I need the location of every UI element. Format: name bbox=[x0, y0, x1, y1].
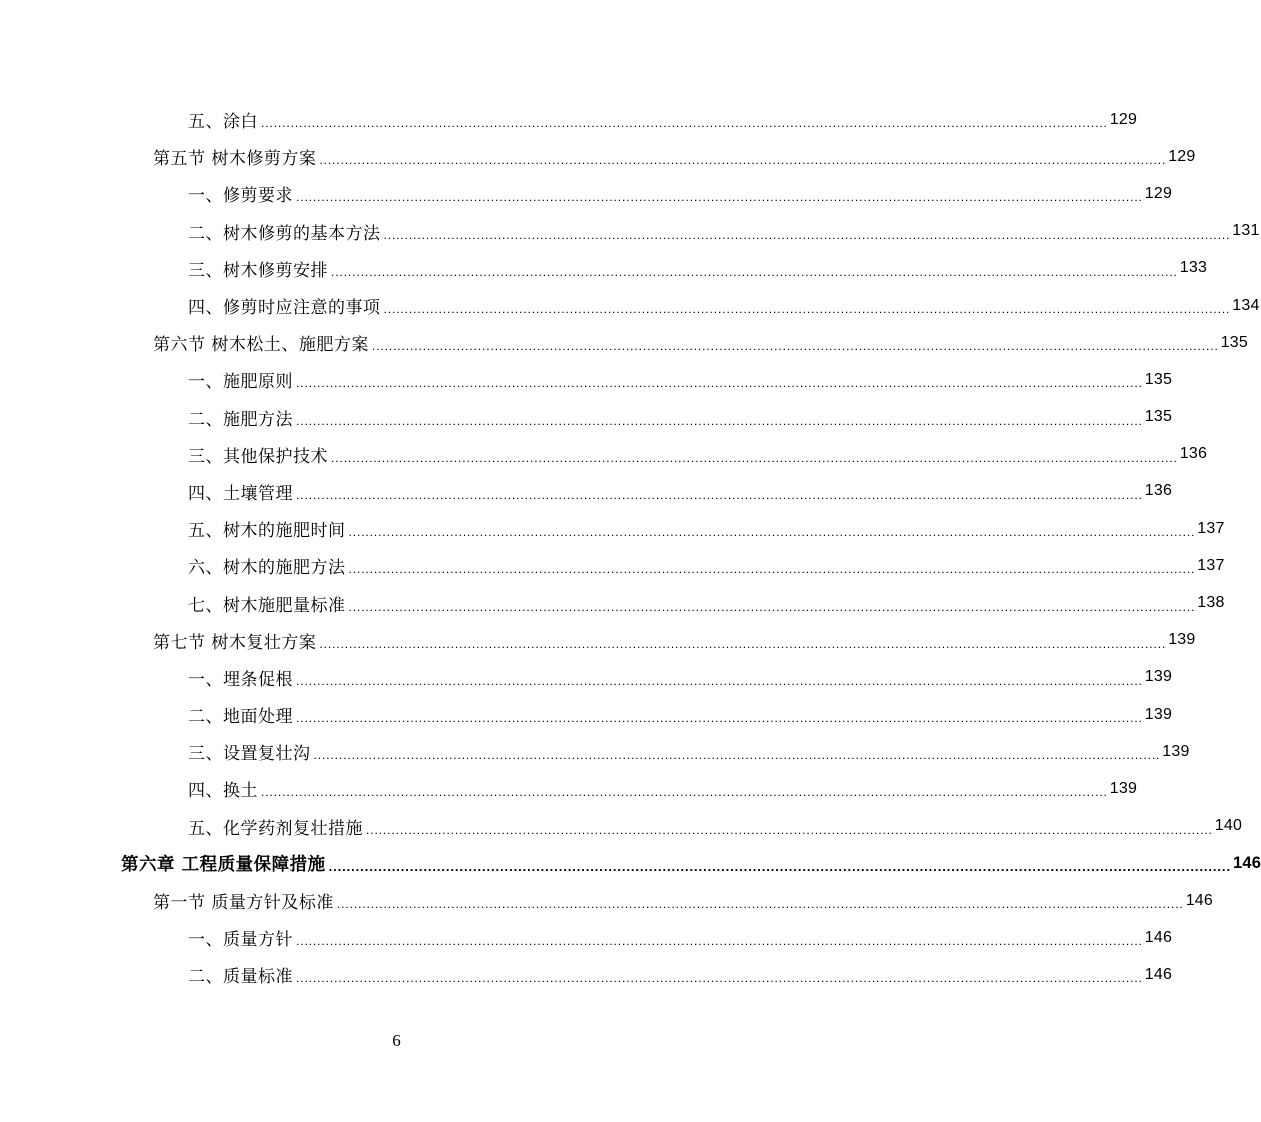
toc-dot-leader: ........................................................................................................................................................................................................ bbox=[261, 116, 1108, 131]
toc-entry-page: 135 bbox=[1220, 333, 1248, 351]
toc-entry-page: 135 bbox=[1144, 408, 1173, 426]
toc-subsection-entry[interactable] bbox=[0, 473, 1173, 510]
toc-entry-title: 六、树木的施肥方法 bbox=[188, 558, 346, 579]
toc-entry-page: 129 bbox=[1109, 110, 1138, 128]
toc-dot-leader: ........................................................................................................................................................................................................ bbox=[319, 153, 1167, 168]
toc-entry-title: 四、修剪时应注意的事项 bbox=[188, 298, 381, 319]
toc-subsection-entry[interactable] bbox=[0, 919, 1173, 956]
toc-entry-title: 四、土壤管理 bbox=[188, 483, 293, 504]
toc-dot-leader: ........................................................................................................................................................................................................ bbox=[261, 785, 1108, 800]
toc-entry-page: 135 bbox=[1144, 370, 1173, 388]
toc-entry-page: 133 bbox=[1179, 259, 1208, 277]
page-number: 6 bbox=[392, 1031, 401, 1050]
toc-entry-page: 136 bbox=[1179, 445, 1208, 463]
toc-dot-leader: ........................................................................................................................................................................................................ bbox=[296, 711, 1143, 726]
toc-entry-page: 139 bbox=[1144, 705, 1173, 723]
toc-section-entry[interactable] bbox=[0, 138, 1196, 175]
toc-subsection-entry[interactable] bbox=[0, 213, 1260, 250]
toc-entry-page: 146 bbox=[1185, 891, 1213, 909]
toc-entry-title: 二、树木修剪的基本方法 bbox=[188, 223, 381, 244]
toc-subsection-entry[interactable] bbox=[0, 101, 1138, 138]
toc-dot-leader: ........................................................................................................................................................................................................ bbox=[383, 302, 1231, 317]
toc-entry-page: 129 bbox=[1144, 184, 1173, 202]
toc-entry-page: 129 bbox=[1168, 147, 1196, 165]
toc-entry-title: 一、施肥原则 bbox=[188, 372, 293, 393]
toc-dot-leader: ........................................................................................................................................................................................................ bbox=[313, 748, 1161, 763]
toc-entry-page: 137 bbox=[1197, 556, 1225, 574]
toc-subsection-entry[interactable] bbox=[0, 510, 1225, 547]
toc-subsection-entry[interactable] bbox=[0, 287, 1260, 324]
toc-dot-leader: ........................................................................................................................................................................................................ bbox=[331, 264, 1178, 279]
toc-subsection-entry[interactable] bbox=[0, 361, 1173, 398]
toc-entry-title: 一、埋条促根 bbox=[188, 669, 293, 690]
toc-entry-title: 一、质量方针 bbox=[188, 930, 293, 951]
toc-dot-leader: ........................................................................................................................................................................................................ bbox=[296, 376, 1143, 391]
toc-dot-leader: ........................................................................................................................................................................................................ bbox=[348, 525, 1196, 540]
toc-entry-page: 136 bbox=[1144, 482, 1173, 500]
toc-dot-leader: ........................................................................................................................................................................................................ bbox=[371, 339, 1219, 354]
toc-entry-title: 第五节 树木修剪方案 bbox=[153, 149, 317, 170]
toc-dot-leader: ........................................................................................................................................................................................................ bbox=[296, 487, 1143, 502]
toc-entry-page: 146 bbox=[1232, 853, 1261, 872]
toc-entry-title: 四、换土 bbox=[188, 781, 258, 802]
toc-entry-page: 139 bbox=[1144, 668, 1173, 686]
toc-entry-title: 二、质量标准 bbox=[188, 967, 293, 988]
toc-entry-page: 139 bbox=[1162, 742, 1190, 760]
toc-subsection-entry[interactable] bbox=[0, 584, 1225, 621]
toc-dot-leader: ........................................................................................................................................................................................................ bbox=[296, 190, 1143, 205]
toc-dot-leader: ........................................................................................................................................................................................................ bbox=[296, 971, 1143, 986]
toc-subsection-entry[interactable] bbox=[0, 436, 1208, 473]
toc-dot-leader: ........................................................................................................................................................................................................ bbox=[383, 227, 1231, 242]
toc-entry-page: 140 bbox=[1214, 817, 1243, 835]
toc-entry-title: 第一节 质量方针及标准 bbox=[153, 893, 334, 914]
toc-entry-page: 146 bbox=[1144, 965, 1173, 983]
toc-dot-leader: ........................................................................................................................................................................................................ bbox=[296, 934, 1143, 949]
toc-entry-page: 139 bbox=[1168, 631, 1196, 649]
toc-subsection-entry[interactable] bbox=[0, 808, 1243, 845]
toc-subsection-entry[interactable] bbox=[0, 547, 1225, 584]
toc-entry-page: 137 bbox=[1197, 519, 1225, 537]
toc-subsection-entry[interactable] bbox=[0, 956, 1173, 993]
table-of-contents bbox=[0, 101, 1261, 994]
toc-dot-leader: ........................................................................................................................................................................................................ bbox=[296, 413, 1143, 428]
toc-entry-title: 七、树木施肥量标准 bbox=[188, 595, 346, 616]
toc-dot-leader: ........................................................................................................................................................................................................ bbox=[348, 562, 1196, 577]
toc-entry-title: 第六节 树木松土、施肥方案 bbox=[153, 335, 369, 356]
toc-entry-title: 三、设置复壮沟 bbox=[188, 744, 311, 765]
toc-dot-leader: ........................................................................................................................................................................................................ bbox=[366, 822, 1213, 837]
toc-entry-page: 138 bbox=[1197, 594, 1225, 612]
toc-section-entry[interactable] bbox=[0, 324, 1248, 361]
toc-subsection-entry[interactable] bbox=[0, 250, 1208, 287]
toc-entry-title: 一、修剪要求 bbox=[188, 186, 293, 207]
toc-chapter-entry[interactable] bbox=[0, 845, 1261, 882]
toc-entry-title: 第七节 树木复壮方案 bbox=[153, 632, 317, 653]
toc-dot-leader: ........................................................................................................................................................................................................ bbox=[319, 636, 1167, 651]
toc-subsection-entry[interactable] bbox=[0, 175, 1173, 212]
toc-dot-leader: ........................................................................................................................................................................................................ bbox=[296, 673, 1143, 688]
toc-dot-leader: ........................................................................................................................................................................................................ bbox=[336, 897, 1184, 912]
toc-entry-title: 三、其他保护技术 bbox=[188, 446, 328, 467]
toc-entry-page: 139 bbox=[1109, 779, 1138, 797]
toc-entry-title: 五、涂白 bbox=[188, 112, 258, 133]
toc-entry-title: 三、树木修剪安排 bbox=[188, 260, 328, 281]
toc-entry-page: 146 bbox=[1144, 928, 1173, 946]
toc-entry-page: 134 bbox=[1232, 296, 1260, 314]
toc-subsection-entry[interactable] bbox=[0, 770, 1138, 807]
toc-entry-title: 五、化学药剂复壮措施 bbox=[188, 818, 363, 839]
toc-entry-page: 131 bbox=[1232, 222, 1260, 240]
toc-section-entry[interactable] bbox=[0, 882, 1213, 919]
toc-entry-title: 二、施肥方法 bbox=[188, 409, 293, 430]
toc-subsection-entry[interactable] bbox=[0, 399, 1173, 436]
toc-dot-leader: ........................................................................................................................................................................................................ bbox=[348, 599, 1196, 614]
toc-subsection-entry[interactable] bbox=[0, 696, 1173, 733]
toc-subsection-entry[interactable] bbox=[0, 733, 1190, 770]
toc-entry-title: 第六章 工程质量保障措施 bbox=[121, 854, 326, 875]
toc-section-entry[interactable] bbox=[0, 622, 1196, 659]
toc-subsection-entry[interactable] bbox=[0, 659, 1173, 696]
toc-dot-leader: ........................................................................................................................................................................................................ bbox=[331, 450, 1178, 465]
toc-dot-leader: ........................................................................................................................................................................................................ bbox=[328, 859, 1231, 875]
toc-entry-title: 五、树木的施肥时间 bbox=[188, 521, 346, 542]
toc-entry-title: 二、地面处理 bbox=[188, 707, 293, 728]
